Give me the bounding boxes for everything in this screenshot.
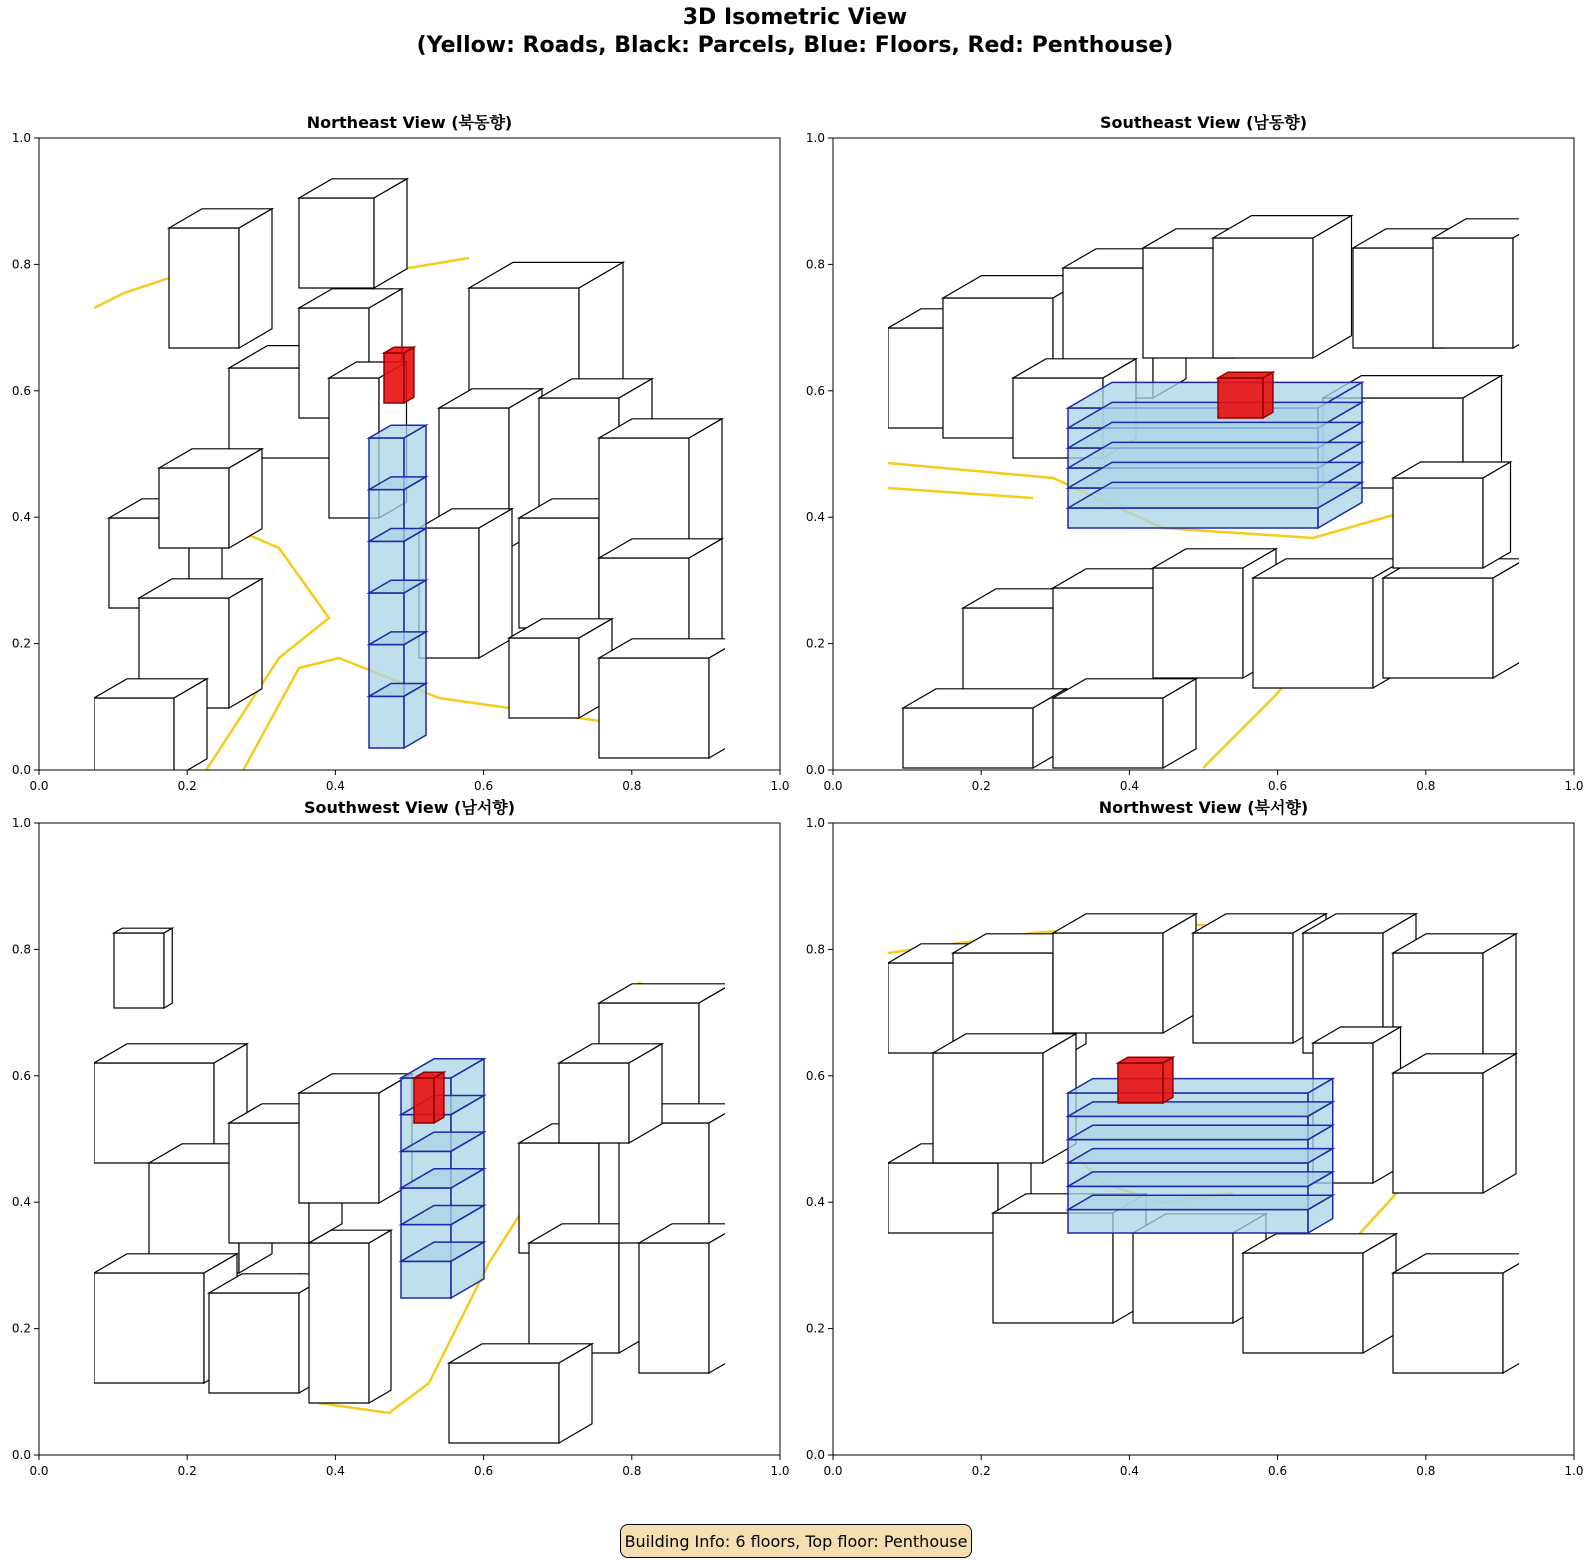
building-face [229,1123,309,1243]
x-tick-label: 0.8 [1416,779,1436,793]
building-face [299,198,374,288]
road-line [94,278,169,308]
x-tick-label: 0.6 [1268,779,1288,793]
building-face [299,1093,379,1203]
building-side [1483,1054,1516,1193]
y-tick-label: 0.2 [805,636,825,651]
building-face [903,708,1033,768]
building-roof [1068,1172,1333,1186]
panel-se [806,113,1584,793]
building-face [599,658,709,758]
building-face [1433,238,1513,348]
building-side [1483,462,1511,568]
building-face [1068,508,1318,528]
y-tick-label: 0.8 [805,257,825,272]
x-tick-label: 0.4 [325,779,345,793]
x-tick-label: 0.8 [622,779,642,793]
scene [94,928,742,1443]
building-face [114,933,164,1008]
y-tick-label: 0.0 [11,763,31,777]
building-face [1253,578,1373,688]
building-face [519,518,599,628]
y-tick-label: 1.0 [11,816,31,830]
building-face [159,468,229,548]
building-face [1133,1233,1233,1323]
building-side [1503,1254,1536,1373]
building-face [449,1363,559,1443]
building-face [1053,698,1163,768]
building-face [1243,1253,1363,1353]
x-tick-label: 1.0 [1564,779,1584,793]
building-face [1383,578,1493,678]
building-roof [1068,1079,1333,1093]
building-face [529,1243,619,1353]
building-face [209,1293,299,1393]
x-tick-label: 0.8 [622,1464,642,1478]
x-tick-label: 0.0 [823,1464,843,1478]
panel-sw [12,798,790,1478]
building-side [1163,914,1196,1033]
building-side [229,579,262,708]
building-side [709,1224,742,1373]
building-side [1263,372,1273,418]
x-tick-label: 0.4 [1119,779,1139,793]
y-tick-label: 0.8 [11,942,31,957]
building-face [94,1273,204,1383]
building-face [419,528,479,658]
x-tick-label: 0.6 [1268,1464,1288,1478]
building-face [1068,1210,1308,1233]
x-tick-label: 0.4 [1119,1464,1139,1478]
x-tick-label: 0.6 [474,1464,494,1478]
building-side [1163,1057,1173,1103]
figure-title-line-2: (Yellow: Roads, Black: Parcels, Blue: Floors, Red: Penthouse) [416,33,1174,58]
y-tick-label: 0.6 [805,1068,825,1083]
building-face [559,1063,629,1143]
building-side [1313,216,1352,358]
scene [888,914,1536,1373]
y-tick-label: 1.0 [805,816,825,830]
building-face [401,1261,451,1298]
building-side [404,347,414,403]
building-roof [1068,1195,1333,1209]
scene [94,179,742,858]
y-tick-label: 0.0 [11,1448,31,1462]
y-tick-label: 0.8 [805,942,825,957]
building-face [1153,568,1243,678]
building-face [414,1078,434,1123]
road-line [888,488,1033,498]
building-side [709,1104,742,1243]
x-tick-label: 1.0 [770,779,790,793]
panel-nw [806,798,1584,1478]
building-side [374,179,407,288]
x-tick-label: 0.0 [823,779,843,793]
building-face [1213,238,1313,358]
building-side [1513,219,1546,348]
panel-ne [12,113,790,858]
building-face [1218,378,1263,418]
panel-title: Northwest View (북서향) [1098,798,1309,817]
panel-title: Southeast View (남동향) [1099,113,1308,132]
y-tick-label: 0.6 [805,383,825,398]
building-face [169,228,239,348]
building-face [1393,1273,1503,1373]
building-face [933,1053,1043,1163]
building-face [1393,478,1483,568]
x-tick-label: 1.0 [770,1464,790,1478]
building-face [1053,933,1163,1033]
building-face [384,353,404,403]
y-tick-label: 0.6 [11,1068,31,1083]
y-tick-label: 1.0 [805,131,825,145]
building-face [1193,933,1293,1043]
y-tick-label: 0.4 [11,510,31,525]
building-roof [1068,1149,1333,1163]
y-tick-label: 0.2 [11,636,31,651]
y-tick-label: 0.4 [11,1195,31,1210]
building-face [94,698,174,778]
building-side [164,928,172,1008]
building-roof [1068,1125,1333,1139]
building-face [369,696,404,748]
x-tick-label: 0.2 [177,779,197,793]
building-side [699,984,732,1123]
building-side [479,509,512,658]
panel-title: Southwest View (남서향) [303,798,516,817]
building-face [888,1163,998,1233]
y-tick-label: 0.4 [805,510,825,525]
panel-title: Northeast View (북동향) [306,113,513,132]
y-tick-label: 0.2 [11,1321,31,1336]
x-tick-label: 1.0 [1564,1464,1584,1478]
building-roof [1068,482,1362,508]
building-side [689,419,722,558]
y-tick-label: 0.2 [805,1321,825,1336]
scene [888,216,1546,768]
building-side [1363,1234,1396,1353]
x-tick-label: 0.2 [971,779,991,793]
building-face [639,1243,709,1373]
y-tick-label: 0.0 [805,763,825,777]
building-roof [114,928,172,933]
building-face [1118,1063,1163,1103]
building-side [709,639,742,758]
building-face [309,1243,369,1403]
building-info-box: Building Info: 6 floors, Top floor: Penthouse [620,1524,972,1558]
building-side [434,1072,444,1123]
building-face [509,638,579,718]
x-tick-label: 0.4 [325,1464,345,1478]
building-side [369,1230,391,1403]
building-side [239,209,272,348]
y-tick-label: 0.8 [11,257,31,272]
y-tick-label: 0.4 [805,1195,825,1210]
figure-title-line-1: 3D Isometric View [682,5,908,30]
x-tick-label: 0.2 [971,1464,991,1478]
building-side [1493,559,1526,678]
building-roof [1068,1102,1333,1116]
building-face [1353,248,1443,348]
x-tick-label: 0.2 [177,1464,197,1478]
x-tick-label: 0.6 [474,779,494,793]
x-tick-label: 0.8 [1416,1464,1436,1478]
y-tick-label: 0.6 [11,383,31,398]
x-tick-label: 0.0 [29,779,49,793]
y-tick-label: 0.0 [805,1448,825,1462]
building-face [1393,1073,1483,1193]
y-tick-label: 1.0 [11,131,31,145]
building-roof [1433,219,1546,238]
x-tick-label: 0.0 [29,1464,49,1478]
